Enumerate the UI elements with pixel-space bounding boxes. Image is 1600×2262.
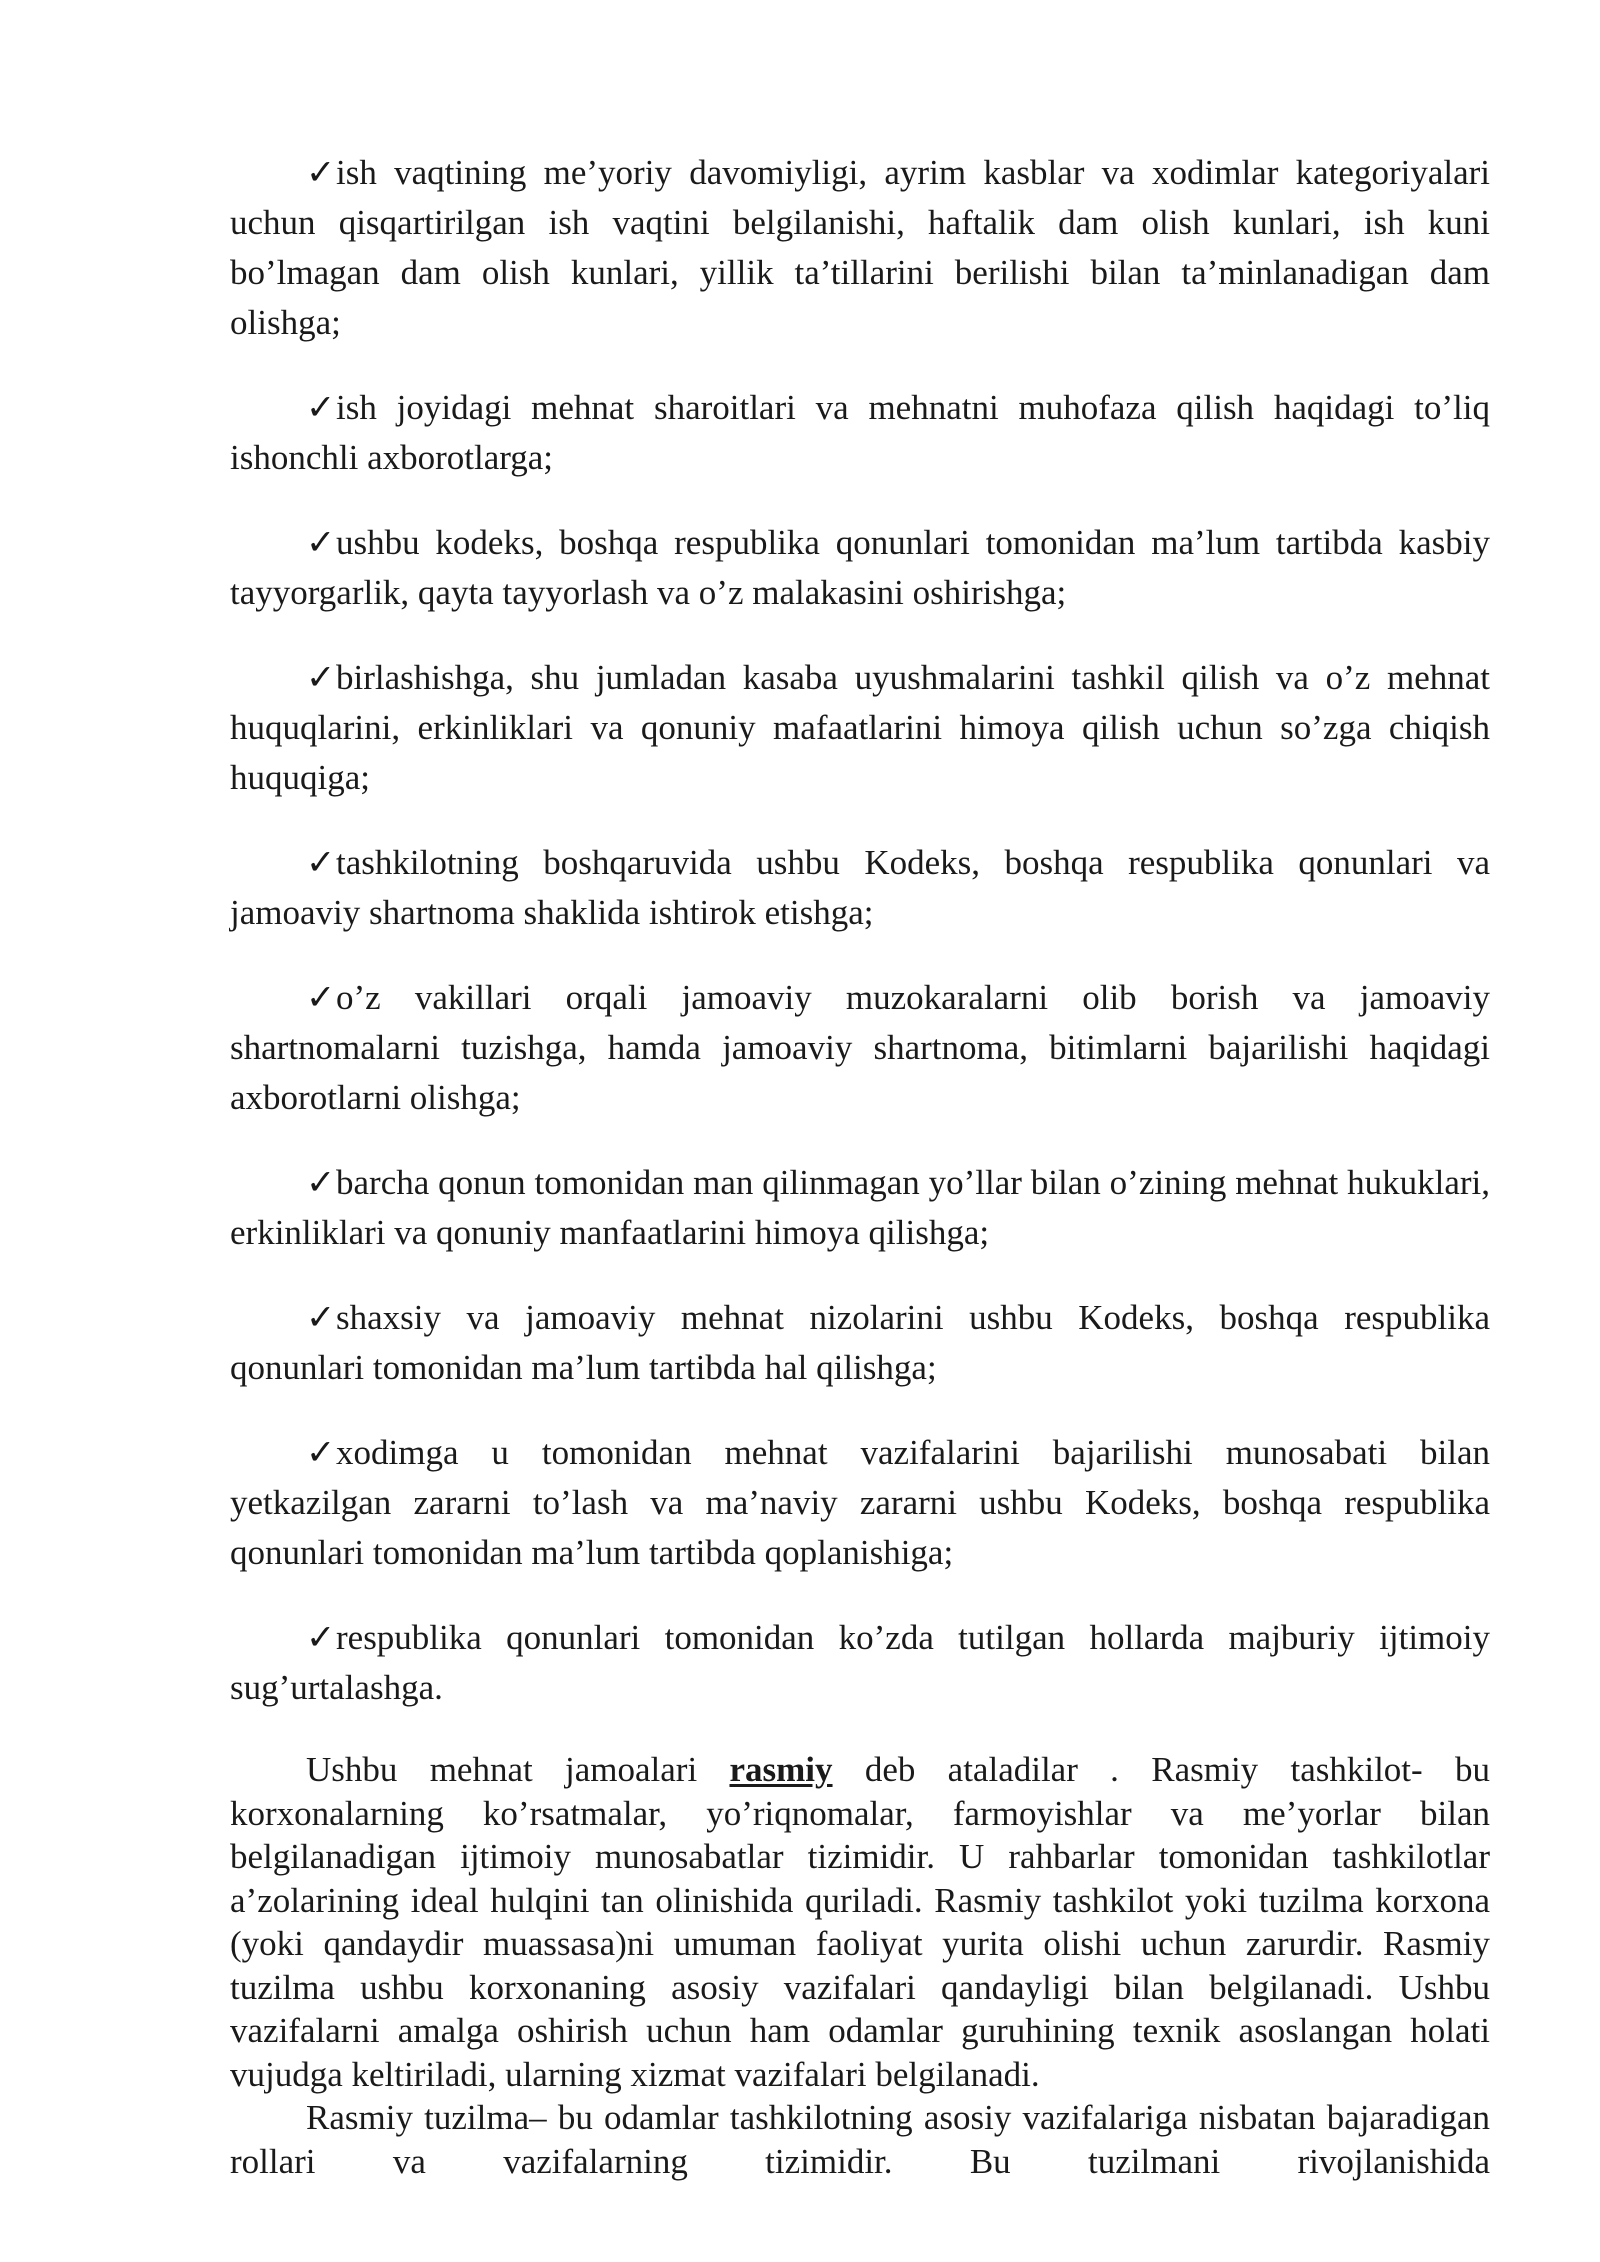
checkmark-icon: ✓ [306, 1163, 336, 1202]
page-content [230, 148, 1490, 2183]
checklist-item [230, 653, 1490, 803]
checklist-item [230, 1293, 1490, 1393]
checklist-item [230, 838, 1490, 938]
checkmark-icon: ✓ [306, 1618, 336, 1657]
checklist-item-text: ushbu kodeks, boshqa respublika qonunlari tomonidan ma’lum tartibda kasbiy tayyorgarlik, qayta tayyorlash va o’z malakasini oshirishga; [230, 523, 1490, 612]
checklist-item-text: tashkilotning boshqaruvida ushbu Kodeks, boshqa respublika qonunlari va jamoaviy shartnoma shaklida ishtirok etishga; [230, 843, 1490, 932]
checklist-item [230, 148, 1490, 348]
checklist-item-text: barcha qonun tomonidan man qilinmagan yo’llar bilan o’zining mehnat hukuklari, erkinliklari va qonuniy manfaatlarini himoya qilishga; [230, 1163, 1490, 1252]
body-paragraph [230, 1748, 1490, 2096]
checklist-item [230, 1613, 1490, 1713]
paragraph-text-start: Ushbu mehnat jamoalari [306, 1750, 730, 1789]
checkmark-icon: ✓ [306, 153, 336, 192]
checkmark-icon: ✓ [306, 523, 336, 562]
checklist-item-text: respublika qonunlari tomonidan ko’zda tutilgan hollarda majburiy ijtimoiy sug’urtalashga. [230, 1618, 1490, 1707]
checkmark-icon: ✓ [306, 1433, 336, 1472]
checklist-item [230, 1158, 1490, 1258]
paragraph-text-rest: deb ataladilar . Rasmiy tashkilot- bu korxonalarning ko’rsatmalar, yo’riqnomalar, farmoyishlar va me’yorlar bilan belgilanadigan ijtimoiy munosabatlar tizimidir. U rahbarlar tomonidan tashkilotlar a’zolarining ideal hulqini tan olinishida quriladi. Rasmiy tashkilot yoki tuzilma korxona (yoki qandaydir muassasa)ni umuman faoliyat yurita olishi uchun zarurdir. Rasmiy tuzilma ushbu korxonaning asosiy vazifalari qandayligi bilan belgilanadi. Ushbu vazifalarni amalga oshirish uchun ham odamlar guruhining texnik asoslangan holati vujudga keltiriladi, ularning xizmat vazifalari belgilanadi. [230, 1750, 1490, 2094]
checkmark-icon: ✓ [306, 658, 336, 697]
checklist-item-text: xodimga u tomonidan mehnat vazifalarini bajarilishi munosabati bilan yetkazilgan zararni to’lash va ma’naviy zararni ushbu Kodeks, boshqa respublika qonunlari tomonidan ma’lum tartibda qoplanishiga; [230, 1433, 1490, 1572]
checklist-item [230, 518, 1490, 618]
checkmark-icon: ✓ [306, 388, 336, 427]
checklist-item [230, 383, 1490, 483]
checklist-item-text: ish vaqtining me’yoriy davomiyligi, ayrim kasblar va xodimlar kategoriyalari uchun qisqartirilgan ish vaqtini belgilanishi, haftalik dam olish kunlari, ish kuni bo’lmagan dam olish kunlari, yillik ta’tillarini berilishi bilan ta’minlanadigan dam olishga; [230, 153, 1490, 342]
checkmark-icon: ✓ [306, 843, 336, 882]
emphasized-term: rasmiy [729, 1750, 833, 1789]
checklist-item [230, 973, 1490, 1123]
paragraph-text: Rasmiy tuzilma– bu odamlar tashkilotning asosiy vazifalariga nisbatan bajaradigan rollari va vazifalarning tizimidir. Bu tuzilmani rivojlanishida [230, 2098, 1490, 2181]
checklist-item-text: ish joyidagi mehnat sharoitlari va mehnatni muhofaza qilish haqidagi to’liq ishonchli axborotlarga; [230, 388, 1490, 477]
checklist-item [230, 1428, 1490, 1578]
checklist-item-text: o’z vakillari orqali jamoaviy muzokaralarni olib borish va jamoaviy shartnomalarni tuzishga, hamda jamoaviy shartnoma, bitimlarni bajarilishi haqidagi axborotlarni olishga; [230, 978, 1490, 1117]
checkmark-icon: ✓ [306, 1298, 336, 1337]
checklist-item-text: birlashishga, shu jumladan kasaba uyushmalarini tashkil qilish va o’z mehnat huquqlarini, erkinliklari va qonuniy mafaatlarini himoya qilish uchun so’zga chiqish huquqiga; [230, 658, 1490, 797]
checkmark-icon: ✓ [306, 978, 336, 1017]
checklist-item-text: shaxsiy va jamoaviy mehnat nizolarini ushbu Kodeks, boshqa respublika qonunlari tomonidan ma’lum tartibda hal qilishga; [230, 1298, 1490, 1387]
body-paragraph [230, 2096, 1490, 2183]
